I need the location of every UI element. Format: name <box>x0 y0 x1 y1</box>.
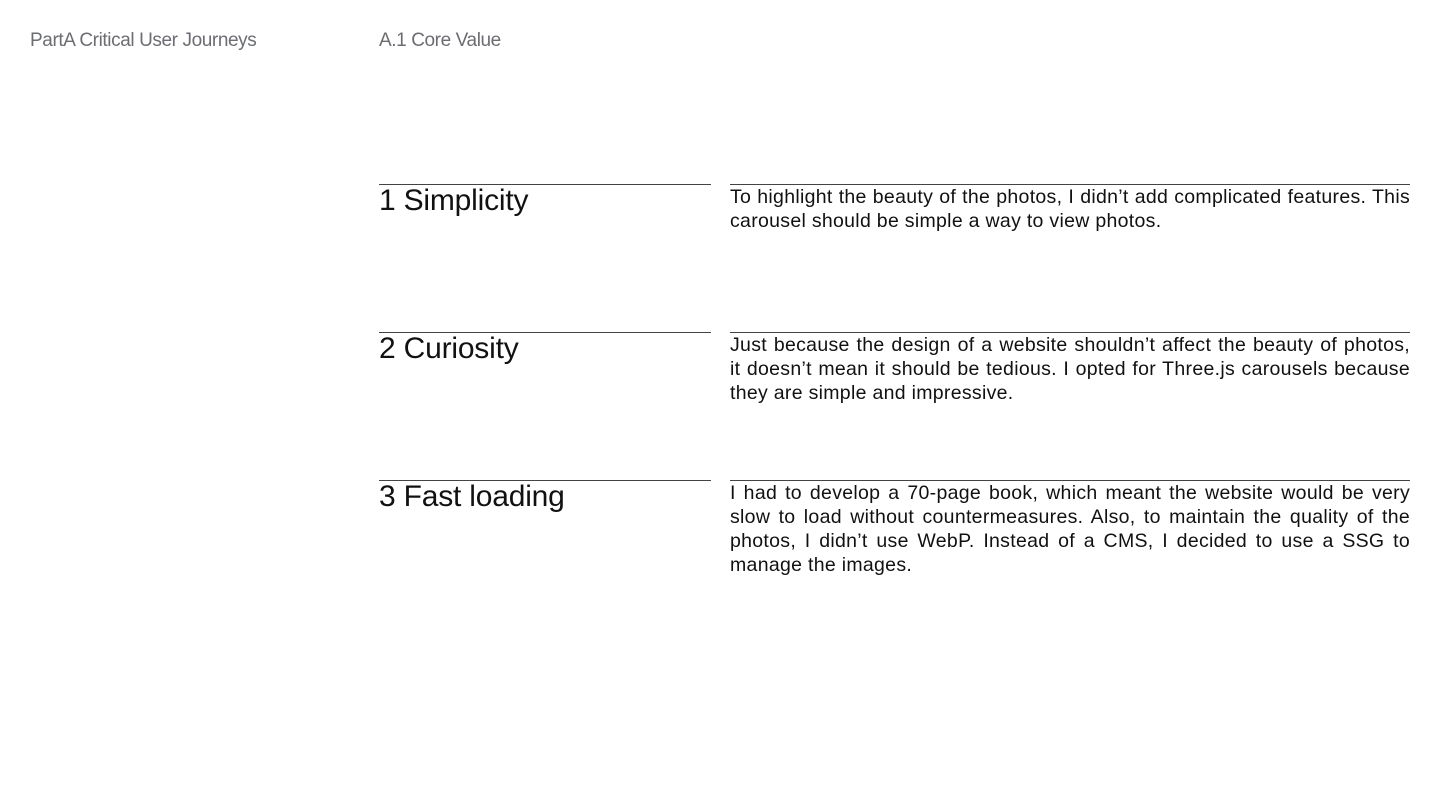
core-values-list <box>379 184 1410 628</box>
core-value-title: 1 Simplicity <box>379 184 711 217</box>
core-value-item <box>379 332 1410 480</box>
core-value-description: Just because the design of a website shouldn’t affect the beauty of photos, it doesn’t mean it should be tedious. I opted for Three.js carousels because they are simple and impressive. <box>730 334 1410 404</box>
section-title: A.1 Core Value <box>379 30 501 51</box>
core-value-title: 2 Curiosity <box>379 332 711 365</box>
core-value-title: 3 Fast loading <box>379 480 711 513</box>
core-value-item <box>379 480 1410 628</box>
part-title: PartA Critical User Journeys <box>30 30 257 51</box>
core-value-description: I had to develop a 70-page book, which meant the website would be very slow to load without countermeasures. Also, to maintain the quality of the photos, I didn’t use WebP. Instead of a CMS, I decided to use a SSG to manage the images. <box>730 482 1410 576</box>
core-value-description: To highlight the beauty of the photos, I didn’t add complicated features. This carousel should be simple a way to view photos. <box>730 186 1410 232</box>
core-value-item <box>379 184 1410 332</box>
